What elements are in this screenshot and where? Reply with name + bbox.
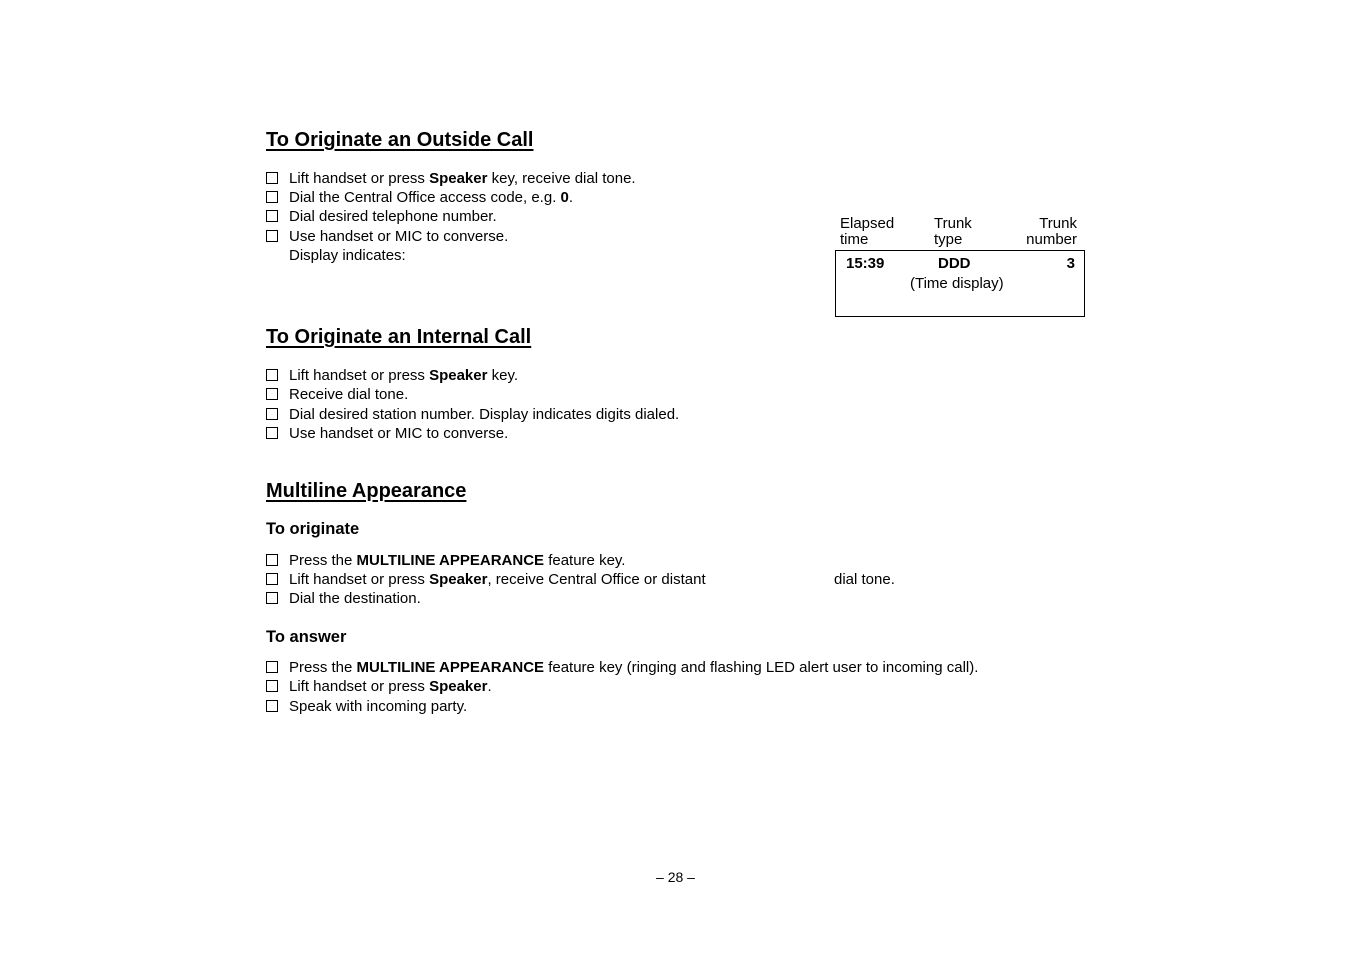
- display-label-trunk-type: Trunk type: [934, 215, 972, 248]
- step-text: Press the: [289, 552, 357, 569]
- checkbox-icon: [266, 408, 278, 420]
- display-indicates-note: Display indicates:: [289, 247, 406, 264]
- checkbox-icon: [266, 172, 278, 184]
- step-text: Use handset or MIC to converse.: [289, 228, 509, 245]
- step-text: key.: [487, 367, 519, 384]
- step-key-name: MULTILINE APPEARANCE: [356, 659, 545, 676]
- checkbox-icon: [266, 661, 278, 673]
- checkbox-icon: [266, 230, 278, 242]
- section-heading-internal-call: To Originate an Internal Call: [266, 326, 532, 348]
- step-text: .: [487, 678, 492, 695]
- step-text: , receive Central Office or distant: [487, 571, 706, 588]
- checkbox-icon: [266, 592, 278, 604]
- step-text: Receive dial tone.: [289, 386, 409, 403]
- page-number: – 28 –: [656, 869, 695, 885]
- step-text: Dial desired telephone number.: [289, 208, 497, 225]
- checkbox-icon: [266, 369, 278, 381]
- section-heading-outside-call: To Originate an Outside Call: [266, 129, 534, 151]
- step-text: Press the: [289, 659, 357, 676]
- step-text: .: [568, 189, 574, 206]
- step-text: Dial the Central Office access code, e.g.: [289, 189, 561, 206]
- checkbox-icon: [266, 191, 278, 203]
- step-text: Dial the destination.: [289, 590, 421, 607]
- step-text: Use handset or MIC to converse.: [289, 425, 509, 442]
- checkbox-icon: [266, 427, 278, 439]
- step-text: Lift handset or press: [289, 571, 430, 588]
- checkbox-icon: [266, 680, 278, 692]
- checkbox-icon: [266, 388, 278, 400]
- step-key-name: 0: [560, 189, 569, 206]
- display-label-elapsed-time: Elapsed time: [840, 215, 895, 248]
- display-trunk-type-value: DDD: [938, 255, 971, 272]
- checkbox-icon: [266, 700, 278, 712]
- step-originate-2-continuation: dial tone.: [834, 571, 895, 588]
- step-text: key, receive dial tone.: [487, 170, 636, 187]
- display-label-trunk-number: Trunk number: [1026, 215, 1077, 248]
- section-heading-multiline-appearance: Multiline Appearance: [266, 480, 467, 502]
- step-text: Lift handset or press: [289, 367, 430, 384]
- checkbox-icon: [266, 573, 278, 585]
- display-caption: (Time display): [910, 275, 1004, 292]
- step-text: Lift handset or press: [289, 678, 430, 695]
- step-key-name: Speaker: [429, 170, 488, 187]
- step-text: feature key (ringing and flashing LED alert user to incoming call).: [544, 659, 979, 676]
- display-trunk-number-value: 3: [1066, 255, 1075, 272]
- step-text: Lift handset or press: [289, 170, 430, 187]
- checkbox-icon: [266, 554, 278, 566]
- step-key-name: Speaker: [429, 678, 488, 695]
- step-key-name: Speaker: [429, 367, 488, 384]
- step-text: Dial desired station number. Display indicates digits dialed.: [289, 406, 680, 423]
- step-text: Speak with incoming party.: [289, 698, 468, 715]
- step-text: feature key.: [544, 552, 626, 569]
- step-key-name: Speaker: [429, 571, 488, 588]
- subheading-to-originate: To originate: [266, 520, 360, 538]
- display-time-value: 15:39: [846, 255, 885, 272]
- checkbox-icon: [266, 210, 278, 222]
- subheading-to-answer: To answer: [266, 628, 347, 646]
- step-key-name: MULTILINE APPEARANCE: [356, 552, 545, 569]
